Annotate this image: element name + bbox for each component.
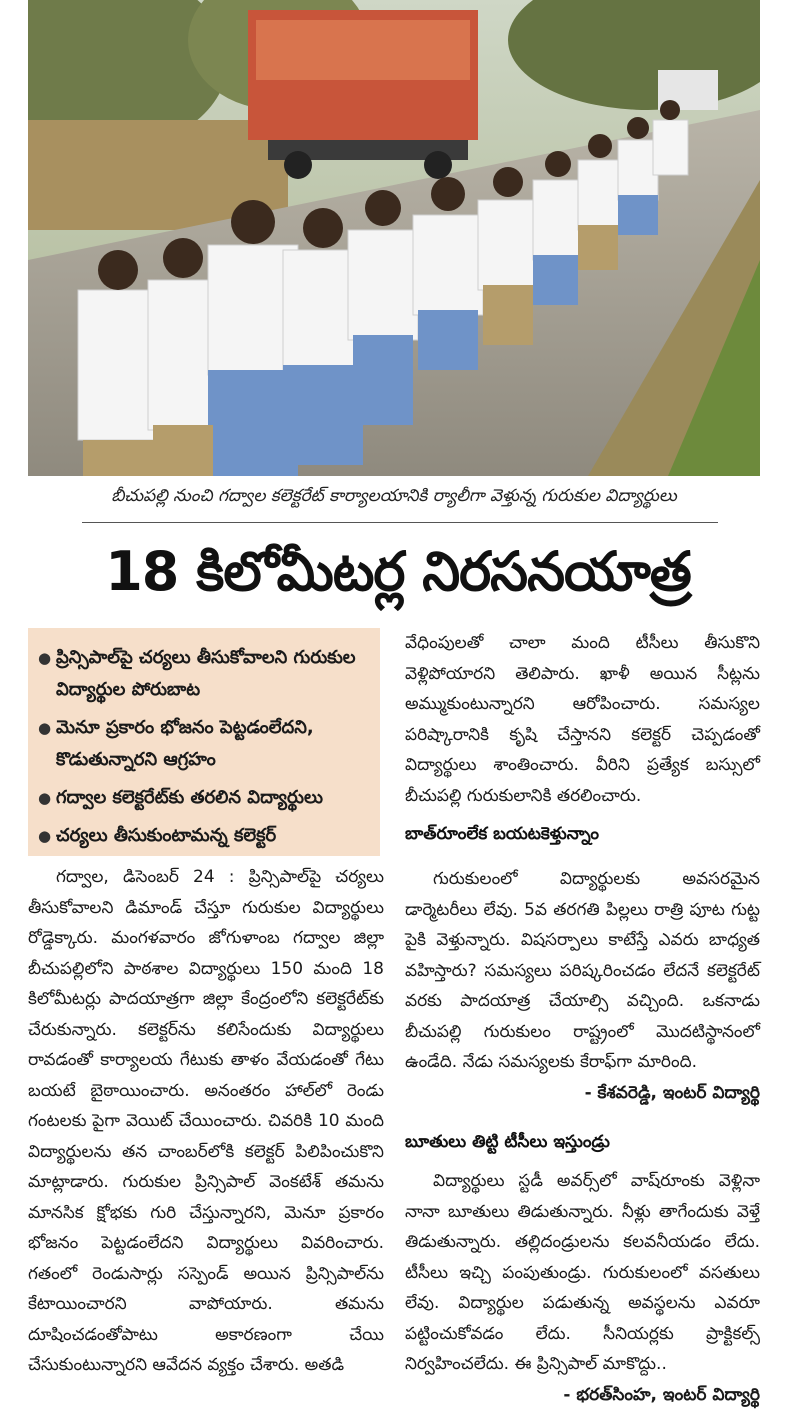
highlights-box: [28, 628, 380, 856]
photo-caption: బీచుపల్లి నుంచి గద్వాల కలెక్టరేట్ కార్యాలయానికి ర్యాలీగా వెళ్తున్న గురుకుల విద్యార్థులు: [28, 486, 760, 510]
highlight-text: మెనూ ప్రకారం భోజనం పెట్టడంలేదని, కొడుతున్నారని ఆగ్రహం: [56, 712, 372, 776]
section-1-paragraph: గురుకులంలో విద్యార్థులకు అవసరమైన డార్మెటరీలు లేవు. 5వ తరగతి పిల్లలు రాత్రి పూట గుట్ట పైకి వెళ్తున్నారు. విషసర్పాలు కాటేస్తే ఎవరు బాధ్యత వహిస్తారు? సమస్యలు పరిష్కరించడం లేదనే కలెక్టరేట్ వరకు పాదయాత్ర చేయాల్సి వచ్చింది. ఒకనాడు బీచుపల్లి గురుకులం రాష్ట్రంలో మొదటిస్థానంలో ఉండేది. నేడు సమస్యలకు కేరాఫ్‌గా మారింది.: [405, 864, 760, 1078]
highlight-item: [38, 712, 372, 776]
section-2-signature: - భరత్‌సింహ, ఇంటర్ విద్యార్థి: [405, 1380, 760, 1410]
highlight-text: గద్వాల కలెక్టరేట్‌కు తరలిన విద్యార్థులు: [56, 782, 323, 814]
highlight-item: [38, 642, 372, 706]
section-1-body: [405, 864, 760, 1108]
highlight-text: ప్రిన్సిపాల్‌పై చర్యలు తీసుకోవాలని గురుకుల విద్యార్థుల పోరుబాట: [56, 642, 372, 706]
article-continued-paragraph: వేధింపులతో చాలా మంది టీసీలు తీసుకొని వెళ్లిపోయారని తెలిపారు. ఖాళీ అయిన సీట్లను అమ్ముకుంటున్నారని ఆరోపించారు. సమస్యల పరిష్కారానికి కృషి చేస్తానని కలెక్టర్ చెప్పడంతో విద్యార్థులు శాంతించారు. వీరిని ప్రత్యేక బస్సులో బీచుపల్లి గురుకులానికి తరలించారు.: [405, 628, 760, 811]
section-2-paragraph: విద్యార్థులు స్టడీ అవర్స్‌లో వాష్‌రూంకు వెళ్లినా నానా బూతులు తిడుతున్నారు. నీళ్లు తాగేందుకు వెళ్తే తిడుతున్నారు. తల్లిదండ్రులను కలవనీయడం లేదు. టీసీలు ఇచ్చి పంపుతుండ్రు. గురుకులంలో వసతులు లేవు. విద్యార్థుల పడుతున్న అవస్థలను ఎవరూ పట్టించుకోవడం లేదు. సీనియర్లకు ప్రాక్టికల్స్ నిర్వహించలేదు. ఈ ప్రిన్సిపాల్ మాకొద్దు..: [405, 1166, 760, 1380]
section-2-title: బూతులు తిట్టి టీసీలు ఇస్తుండ్రు: [405, 1132, 610, 1156]
bullet-icon: ●: [38, 782, 56, 814]
headline: 18 కిలోమీటర్ల నిరసనయాత్ర: [28, 542, 768, 601]
article-body-left: [28, 862, 384, 1381]
highlight-item: [38, 820, 372, 852]
highlight-text: చర్యలు తీసుకుంటామన్న కలెక్టర్: [56, 820, 276, 852]
article-main-paragraph: గద్వాల, డిసెంబర్ 24 : ప్రిన్సిపాల్‌పై చర్యలు తీసుకోవాలని డిమాండ్ చేస్తూ గురుకుల విద్యార్థులు రోడ్డెక్కారు. మంగళవారం జోగుళాంబ గద్వాల జిల్లా బీచుపల్లిలోని పాఠశాల విద్యార్థులు 150 మంది 18 కిలోమీటర్లు పాదయాత్రగా జిల్లా కేంద్రంలోని కలెక్టరేట్‌కు చేరుకున్నారు. కలెక్టర్‌ను కలిసేందుకు విద్యార్థులు రావడంతో కార్యాలయ గేటుకు తాళం వేయడంతో గేటు బయటే బైఠాయించారు. అనంతరం హాల్‌లో రెండు గంటలకు పైగా వెయిట్ చేయించారు. చివరికి 10 మంది విద్యార్థులను తన చాంబర్‌లోకి కలెక్టర్ పిలిపించుకొని మాట్లాడారు. గురుకుల ప్రిన్సిపాల్ వెంకటేశ్ తమను మానసిక క్షోభకు గురి చేస్తున్నారని, మెనూ ప్రకారం భోజనం పెట్టడంలేదని విద్యార్థులు వివరించారు. గతంలో రెండుసార్లు సస్పెండ్ అయిన ప్రిన్సిపాల్‌ను కేటాయించారని వాపోయారు. తమను దూషించడంతోపాటు అకారణంగా చేయి చేసుకుంటున్నారని ఆవేదన వ్యక్తం చేశారు. అతడి: [28, 862, 384, 1381]
section-1-title: బాత్‌రూంలేక బయటకెళ్తున్నాం: [405, 824, 599, 848]
students-rally-photo-icon: [28, 0, 760, 476]
bullet-icon: ●: [38, 712, 56, 744]
article-body-right: [405, 628, 760, 811]
section-1-signature: - కేశవరెడ్డి, ఇంటర్ విద్యార్థి: [405, 1078, 760, 1109]
bullet-icon: ●: [38, 820, 56, 852]
caption-divider: [82, 522, 718, 523]
section-2-body: [405, 1166, 760, 1410]
highlight-item: [38, 782, 372, 814]
bullet-icon: ●: [38, 642, 56, 674]
news-photo: [28, 0, 760, 476]
